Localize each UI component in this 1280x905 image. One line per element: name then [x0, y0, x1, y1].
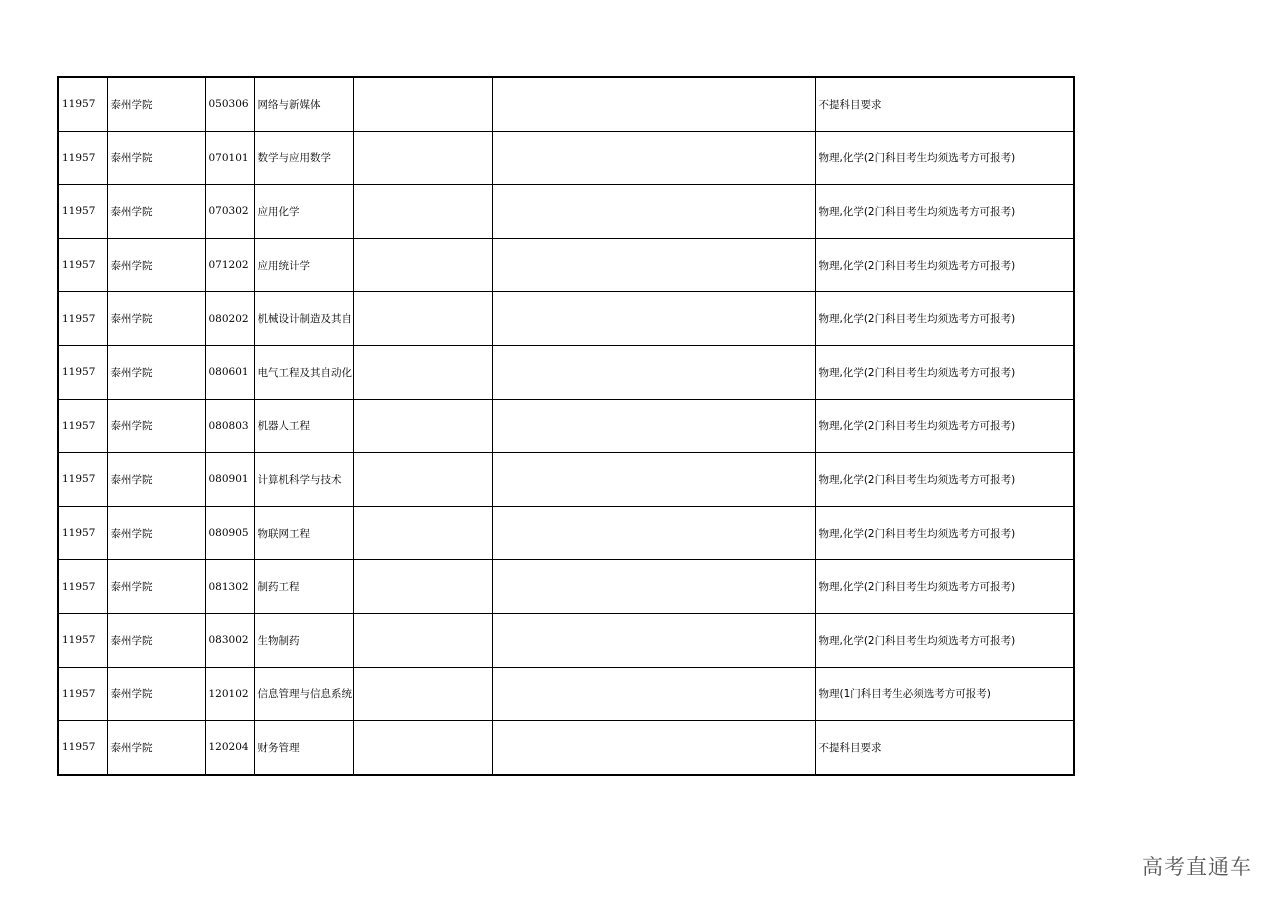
subject-requirement-cell: 物理,化学(2门科目考生均须选考方可报考) [815, 506, 1074, 560]
subject-requirements-table [57, 76, 1075, 776]
school-name-cell: 泰州学院 [107, 399, 205, 453]
subject-requirement-cell: 物理,化学(2门科目考生均须选考方可报考) [815, 131, 1074, 185]
major-name-cell: 应用统计学 [254, 238, 353, 292]
subject-requirement-cell: 物理,化学(2门科目考生均须选考方可报考) [815, 292, 1074, 346]
school-code-cell: 11957 [58, 613, 107, 667]
school-code-cell: 11957 [58, 560, 107, 614]
school-code-cell: 11957 [58, 506, 107, 560]
empty-cell-b [492, 506, 815, 560]
school-code-cell: 11957 [58, 77, 107, 131]
major-code-cell: 080901 [205, 453, 254, 507]
school-code-cell: 11957 [58, 238, 107, 292]
major-code-cell: 080202 [205, 292, 254, 346]
school-name-cell: 泰州学院 [107, 77, 205, 131]
school-name-cell: 泰州学院 [107, 185, 205, 239]
school-code-cell: 11957 [58, 399, 107, 453]
table-row [58, 238, 1074, 292]
school-name-cell: 泰州学院 [107, 453, 205, 507]
table-body [58, 77, 1074, 775]
major-name-cell: 生物制药 [254, 613, 353, 667]
major-name-cell: 机器人工程 [254, 399, 353, 453]
empty-cell-b [492, 453, 815, 507]
table-row [58, 131, 1074, 185]
major-name-cell: 电气工程及其自动化 [254, 345, 353, 399]
table-row [58, 721, 1074, 775]
empty-cell-b [492, 613, 815, 667]
school-code-cell: 11957 [58, 292, 107, 346]
school-name-cell: 泰州学院 [107, 345, 205, 399]
empty-cell-a [353, 131, 492, 185]
empty-cell-a [353, 185, 492, 239]
empty-cell-a [353, 238, 492, 292]
table-row [58, 292, 1074, 346]
empty-cell-a [353, 560, 492, 614]
table-row [58, 506, 1074, 560]
empty-cell-a [353, 292, 492, 346]
school-name-cell: 泰州学院 [107, 560, 205, 614]
table-row [58, 399, 1074, 453]
empty-cell-a [353, 345, 492, 399]
school-name-cell: 泰州学院 [107, 292, 205, 346]
major-name-cell: 物联网工程 [254, 506, 353, 560]
major-name-cell: 应用化学 [254, 185, 353, 239]
table-row [58, 77, 1074, 131]
empty-cell-b [492, 345, 815, 399]
empty-cell-b [492, 721, 815, 775]
school-code-cell: 11957 [58, 345, 107, 399]
major-code-cell: 081302 [205, 560, 254, 614]
major-name-cell: 网络与新媒体 [254, 77, 353, 131]
table-row [58, 613, 1074, 667]
major-name-cell: 计算机科学与技术 [254, 453, 353, 507]
school-name-cell: 泰州学院 [107, 131, 205, 185]
empty-cell-a [353, 721, 492, 775]
school-name-cell: 泰州学院 [107, 238, 205, 292]
subject-requirement-cell: 物理,化学(2门科目考生均须选考方可报考) [815, 185, 1074, 239]
empty-cell-b [492, 131, 815, 185]
major-name-cell: 机械设计制造及其自 [254, 292, 353, 346]
empty-cell-b [492, 399, 815, 453]
school-name-cell: 泰州学院 [107, 613, 205, 667]
school-code-cell: 11957 [58, 721, 107, 775]
empty-cell-a [353, 667, 492, 721]
table-row [58, 345, 1074, 399]
empty-cell-b [492, 77, 815, 131]
major-code-cell: 050306 [205, 77, 254, 131]
empty-cell-b [492, 292, 815, 346]
major-code-cell: 070101 [205, 131, 254, 185]
school-code-cell: 11957 [58, 131, 107, 185]
major-code-cell: 080601 [205, 345, 254, 399]
empty-cell-b [492, 667, 815, 721]
school-code-cell: 11957 [58, 453, 107, 507]
table-row [58, 667, 1074, 721]
empty-cell-a [353, 613, 492, 667]
school-code-cell: 11957 [58, 185, 107, 239]
empty-cell-b [492, 238, 815, 292]
subject-requirement-cell: 物理,化学(2门科目考生均须选考方可报考) [815, 560, 1074, 614]
subject-requirement-cell: 物理,化学(2门科目考生均须选考方可报考) [815, 345, 1074, 399]
major-code-cell: 083002 [205, 613, 254, 667]
empty-cell-b [492, 560, 815, 614]
subject-requirement-cell: 物理,化学(2门科目考生均须选考方可报考) [815, 399, 1074, 453]
school-code-cell: 11957 [58, 667, 107, 721]
table-row [58, 453, 1074, 507]
major-name-cell: 制药工程 [254, 560, 353, 614]
empty-cell-a [353, 453, 492, 507]
major-code-cell: 080905 [205, 506, 254, 560]
major-name-cell: 数学与应用数学 [254, 131, 353, 185]
major-code-cell: 120204 [205, 721, 254, 775]
major-name-cell: 财务管理 [254, 721, 353, 775]
major-name-cell: 信息管理与信息系统 [254, 667, 353, 721]
empty-cell-a [353, 399, 492, 453]
subject-requirement-cell: 物理,化学(2门科目考生均须选考方可报考) [815, 613, 1074, 667]
subject-requirement-cell: 物理,化学(2门科目考生均须选考方可报考) [815, 238, 1074, 292]
subject-requirement-cell: 不提科目要求 [815, 721, 1074, 775]
school-name-cell: 泰州学院 [107, 667, 205, 721]
subject-requirement-cell: 物理(1门科目考生必须选考方可报考) [815, 667, 1074, 721]
subject-requirement-cell: 物理,化学(2门科目考生均须选考方可报考) [815, 453, 1074, 507]
subject-requirement-cell: 不提科目要求 [815, 77, 1074, 131]
table-row [58, 185, 1074, 239]
major-code-cell: 071202 [205, 238, 254, 292]
watermark-text: 高考直通车 [1142, 855, 1252, 879]
empty-cell-b [492, 185, 815, 239]
major-code-cell: 120102 [205, 667, 254, 721]
major-code-cell: 070302 [205, 185, 254, 239]
school-name-cell: 泰州学院 [107, 721, 205, 775]
major-code-cell: 080803 [205, 399, 254, 453]
table-row [58, 560, 1074, 614]
school-name-cell: 泰州学院 [107, 506, 205, 560]
empty-cell-a [353, 506, 492, 560]
empty-cell-a [353, 77, 492, 131]
